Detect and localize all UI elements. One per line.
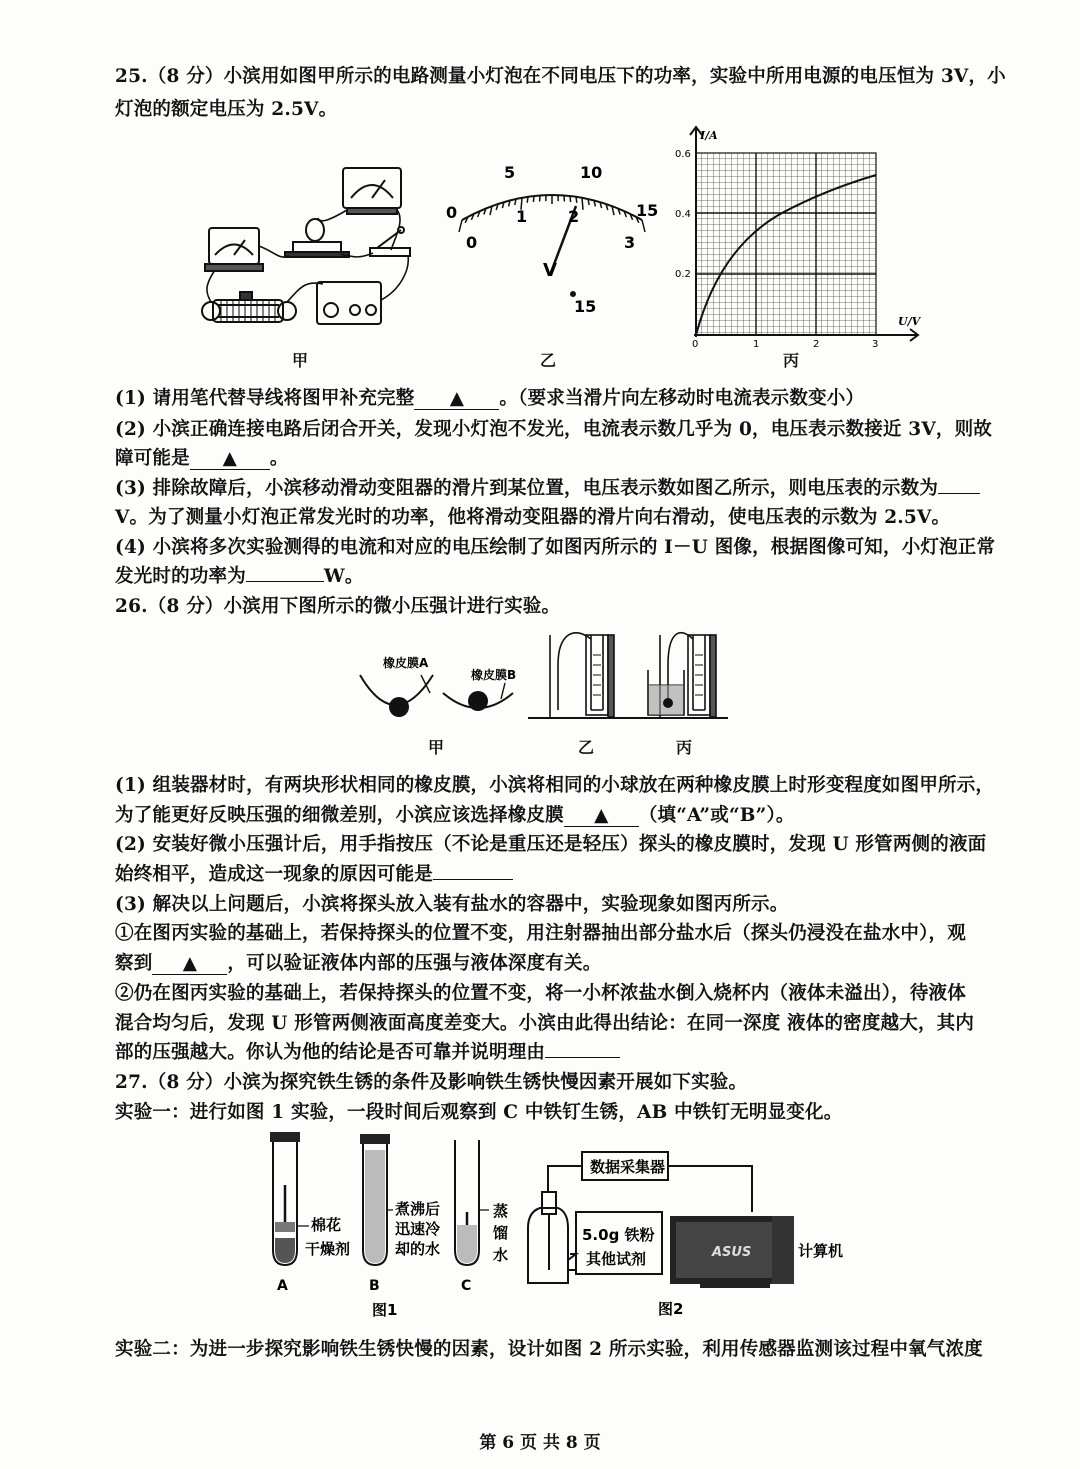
q25-line-2: 灯泡的额定电压为 2.5V。 — [115, 99, 338, 120]
fig-caption-jia-2: 甲 — [428, 738, 445, 757]
answer-blank: ▲ — [152, 953, 227, 975]
dial-top-5: 5 — [504, 163, 516, 182]
q25-part1 — [115, 384, 864, 410]
circuit-figure — [195, 160, 435, 345]
graph-x-1: 1 — [753, 339, 760, 350]
q26-part2-text: 始终相平，造成这一现象的原因可能是 — [115, 864, 433, 885]
tube-c-label-2: 馏 — [493, 1224, 509, 1242]
tube-c-letter: C — [461, 1278, 472, 1294]
q26-part2-line2 — [115, 860, 513, 886]
answer-blank — [545, 1057, 620, 1058]
q25-part3-text: (3) 排除故障后，小滨移动滑动变阻器的滑片到某位置，电压表示数如图乙所示，则电压表的示数为 — [115, 478, 939, 499]
q26-sub2-line1: ②仍在图丙实验的基础上，若保持探头的位置不变，将一小杯浓盐水倒入烧杯内（液体未溢出），待液体 — [115, 983, 966, 1004]
graph-y-0.4: 0.4 — [675, 209, 691, 220]
tube-c-label-1: 蒸 — [493, 1202, 509, 1220]
q25-part1-tail: 。（要求当滑片向左移动时电流表示数变小） — [499, 388, 865, 409]
q27-heading: 27.（8 分）小滨为探究铁生锈的条件及影响铁生锈快慢因素开展如下实验。 — [115, 1072, 748, 1093]
dial-unit-v: V — [543, 260, 557, 281]
terminal-15: 15 — [574, 297, 597, 316]
answer-blank: ▲ — [414, 388, 499, 410]
iron-powder-label: 5.0g 铁粉 — [582, 1226, 655, 1244]
q26-sub1-line1: ①在图丙实验的基础上，若保持探头的位置不变，用注射器抽出部分盐水后（探头仍浸没在盐水中），观 — [115, 923, 966, 944]
figure-1-caption: 图1 — [372, 1301, 398, 1319]
page-footer: 第 6 页 共 8 页 — [479, 1433, 601, 1453]
q25-part2-text: 障可能是 — [115, 448, 190, 469]
tube-b-letter: B — [369, 1278, 380, 1294]
tube-a-letter: A — [277, 1278, 288, 1294]
graph-xlabel: U/V — [898, 315, 921, 328]
dial-top-0: 0 — [446, 203, 458, 222]
q26-part1-line2 — [115, 801, 795, 827]
q25-part2-line2: 障可能是 ▲ 。 — [115, 448, 289, 469]
dial-top-10: 10 — [580, 163, 603, 182]
q25-part1-text: (1) 请用笔代替导线将图甲补充完整 — [115, 388, 415, 409]
test-tubes-figure — [255, 1130, 535, 1320]
monitor-brand: ASUS — [712, 1245, 752, 1260]
data-collector-label: 数据采集器 — [590, 1158, 666, 1176]
rubber-membrane-figure — [355, 645, 535, 730]
figure-2-caption: 图2 — [658, 1300, 684, 1318]
q25-part4-text: 发光时的功率为 — [115, 566, 246, 587]
q25-part4-line1: (4) 小滨将多次实验测得的电流和对应的电压绘制了如图丙所示的 I－U 图像，根据图像可知，小灯泡正常 — [115, 537, 996, 558]
tube-b-label-3: 却的水 — [395, 1240, 441, 1258]
graph-x-2: 2 — [813, 339, 820, 350]
graph-y-0.6: 0.6 — [675, 149, 691, 160]
oxygen-sensor-figure — [520, 1148, 860, 1320]
membrane-b-label: 橡皮膜B — [471, 668, 517, 682]
q26-sub2-line3 — [115, 1038, 620, 1064]
graph-x-0: 0 — [692, 339, 699, 350]
q27-exp2: 实验二：为进一步探究影响铁生锈快慢的因素，设计如图 2 所示实验，利用传感器监测该过程中氧气浓度 — [115, 1339, 983, 1360]
q25-line-1: 25.（8 分）小滨用如图甲所示的电路测量小灯泡在不同电压下的功率，实验中所用电源的电压恒为 3V，小 — [115, 66, 1006, 87]
q26-sub2-line2: 混合均匀后，发现 U 形管两侧液面高度差变大。小滨由此得出结论：在同一深度 液体的密度越大，其内 — [115, 1013, 975, 1034]
graph-x-3: 3 — [872, 339, 879, 350]
q26-part1-tail: （填“A”或“B”）。 — [638, 805, 795, 826]
q25-part2-line1: (2) 小滨正确连接电路后闭合开关，发现小灯泡不发光，电流表示数几乎为 0，电压表示数接近 3V，则故 — [115, 419, 993, 440]
dial-bottom-0: 0 — [466, 233, 478, 252]
tube-a-label-1: 棉花 — [311, 1216, 342, 1234]
fig-caption-jia: 甲 — [292, 351, 309, 370]
answer-blank — [246, 581, 324, 582]
q26-part2-line1: (2) 安装好微小压强计后，用手指按压（不论是重压还是轻压）探头的橡皮膜时，发现 U 形管两侧的液面 — [115, 834, 987, 855]
q26-heading: 26.（8 分）小滨用下图所示的微小压强计进行实验。 — [115, 596, 561, 617]
dial-bottom-3: 3 — [624, 233, 636, 252]
answer-blank: ▲ — [564, 805, 639, 827]
q26-sub1-tail: ，可以验证液体内部的压强与液体深度有关。 — [227, 953, 602, 974]
tube-c-label-3: 水 — [493, 1246, 509, 1264]
fig-caption-bing-2: 丙 — [676, 738, 693, 757]
q27-exp1: 实验一：进行如图 1 实验，一段时间后观察到 C 中铁钉生锈，AB 中铁钉无明显变化。 — [115, 1102, 843, 1123]
other-reagent-label: 其他试剂 — [586, 1250, 647, 1268]
computer-label: 计算机 — [798, 1242, 844, 1260]
q25-part3-line1 — [115, 474, 980, 500]
dial-bottom-2: 2 — [568, 207, 580, 226]
answer-blank — [938, 493, 980, 494]
pressure-gauge-figure — [528, 625, 738, 725]
q26-part1-text: 为了能更好反映压强的细微差别，小滨应该选择橡皮膜 — [115, 805, 564, 826]
q25-part4-unit: W。 — [323, 566, 364, 587]
iu-graph — [672, 125, 932, 350]
q26-sub2-text: 部的压强越大。你认为他的结论是否可靠并说明理由 — [115, 1042, 546, 1063]
q25-part3-line2: V。为了测量小灯泡正常发光时的功率，他将滑动变阻器的滑片向右滑动，使电压表的示数为 2.5V。 — [115, 507, 951, 528]
q26-sub1-text: 察到 — [115, 953, 153, 974]
answer-blank: ▲ — [190, 448, 270, 470]
dial-top-15: 15 — [636, 201, 659, 220]
voltmeter-dial — [440, 160, 665, 320]
answer-blank — [433, 879, 513, 880]
graph-ylabel: I/A — [700, 129, 718, 142]
membrane-a-label: 橡皮膜A — [383, 656, 429, 670]
q26-part1-line1: (1) 组装器材时，有两块形状相同的橡皮膜，小滨将相同的小球放在两种橡皮膜上时形变程度如图甲所示， — [115, 775, 995, 796]
tube-b-label-2: 迅速冷 — [395, 1220, 441, 1238]
fig-caption-bing: 丙 — [783, 351, 800, 370]
dial-bottom-1: 1 — [516, 207, 528, 226]
graph-y-0.2: 0.2 — [675, 269, 691, 280]
fig-caption-yi: 乙 — [540, 351, 557, 370]
q26-sub1-line2 — [115, 949, 601, 975]
q26-part3: (3) 解决以上问题后，小滨将探头放入装有盐水的容器中，实验现象如图丙所示。 — [115, 894, 789, 915]
tube-b-label-1: 煮沸后 — [395, 1200, 441, 1218]
tube-a-label-2: 干燥剂 — [305, 1240, 351, 1258]
q25-part4-line2 — [115, 562, 364, 588]
fig-caption-yi-2: 乙 — [578, 738, 595, 757]
